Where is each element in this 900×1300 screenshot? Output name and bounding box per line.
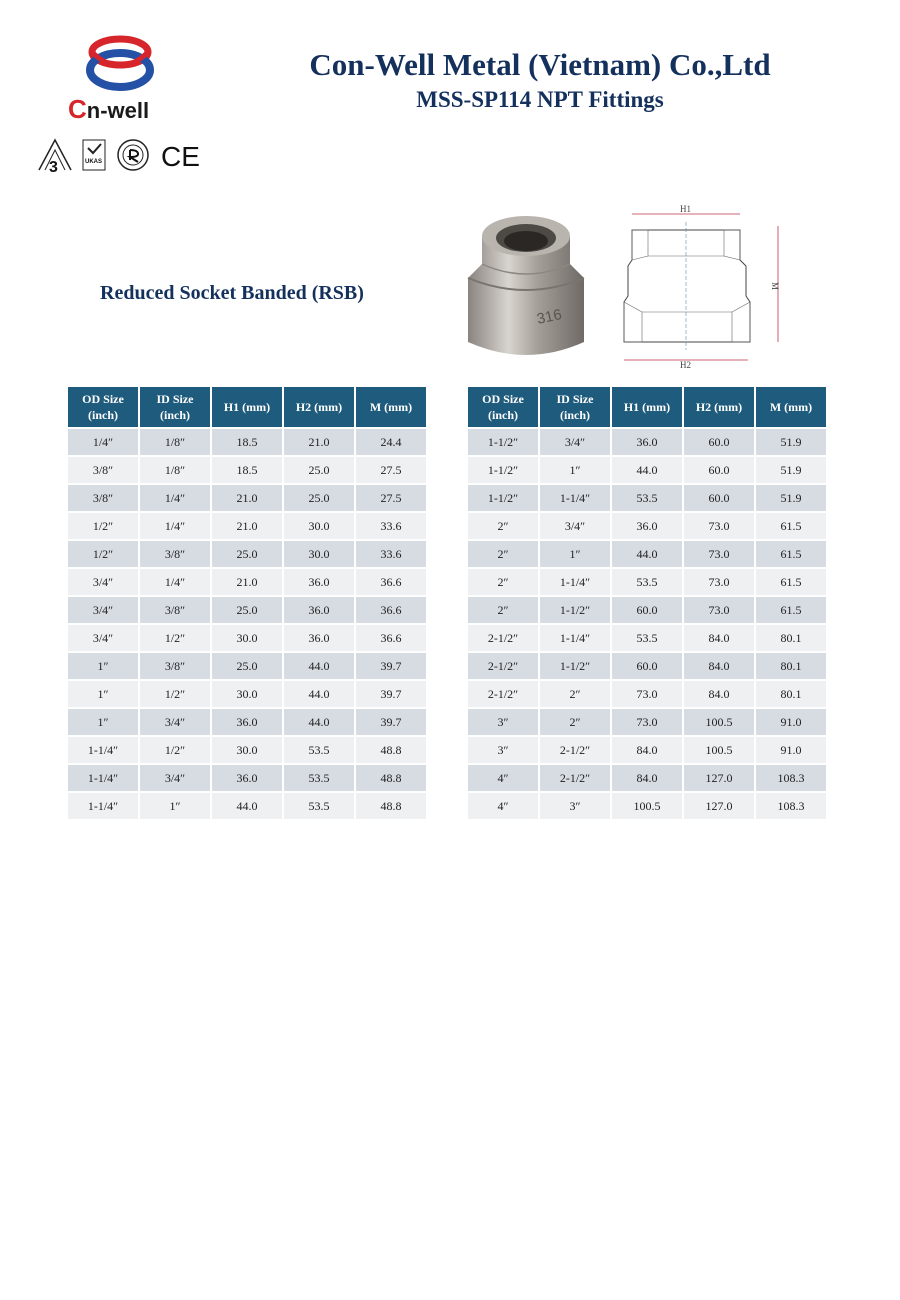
table-cell: 3/8″ [140,597,210,625]
table-cell: 1/8″ [140,429,210,457]
table-cell: 36.6 [356,625,426,653]
table-cell: 3/4″ [140,709,210,737]
table-cell: 21.0 [284,429,354,457]
table-cell: 27.5 [356,485,426,513]
table-cell: 1/2″ [68,541,138,569]
table-cell: 1-1/4″ [540,625,610,653]
table-cell: 2″ [540,681,610,709]
title-block [240,45,840,115]
col-id-size: ID Size (inch) [140,387,210,429]
table-cell: 30.0 [212,737,282,765]
col-m: M (mm) [356,387,426,429]
table-cell: 53.5 [612,569,682,597]
table-row [68,485,426,513]
table-row [468,765,826,793]
svg-text:UKAS: UKAS [85,159,103,165]
table-cell: 51.9 [756,485,826,513]
col-h2: H2 (mm) [684,387,754,429]
table-cell: 73.0 [612,709,682,737]
table-cell: 108.3 [756,793,826,821]
table-cell: 53.5 [284,793,354,821]
spec-table-right [466,387,828,821]
table-cell: 44.0 [284,653,354,681]
table-row [468,793,826,821]
table-cell: 73.0 [684,541,754,569]
ce-mark-icon [161,141,200,172]
table-cell: 84.0 [684,653,754,681]
col-m: M (mm) [756,387,826,429]
col-h1: H1 (mm) [212,387,282,429]
spec-table-left-body [68,429,426,821]
table-cell: 2″ [468,541,538,569]
product-photo [462,206,590,358]
table-cell: 73.0 [684,513,754,541]
qr-cert-icon [118,140,148,170]
col-od-size: OD Size (inch) [68,387,138,429]
table-cell: 48.8 [356,793,426,821]
company-title: Con-Well Metal (Vietnam) Co.,Ltd [309,47,771,82]
table-cell: 51.9 [756,457,826,485]
table-row [468,569,826,597]
table-cell: 53.5 [612,485,682,513]
svg-text:H2: H2 [680,360,691,370]
table-row [468,597,826,625]
table-cell: 73.0 [684,597,754,625]
table-row [68,569,426,597]
table-cell: 80.1 [756,625,826,653]
table-cell: 3/4″ [68,569,138,597]
table-cell: 4″ [468,793,538,821]
table-cell: 1″ [68,681,138,709]
col-h2: H2 (mm) [284,387,354,429]
table-row [468,429,826,457]
table-cell: 44.0 [284,709,354,737]
table-cell: 25.0 [212,653,282,681]
table-cell: 36.0 [612,513,682,541]
table-cell: 3/4″ [540,513,610,541]
table-cell: 1-1/2″ [540,653,610,681]
table-cell: 36.0 [284,625,354,653]
svg-text:CE: CE [161,141,200,172]
table-cell: 3/4″ [68,597,138,625]
table-cell: 84.0 [684,625,754,653]
table-cell: 1/4″ [68,429,138,457]
table-cell: 61.5 [756,569,826,597]
table-cell: 2″ [468,597,538,625]
table-cell: 1-1/2″ [468,429,538,457]
table-cell: 4″ [468,765,538,793]
table-cell: 44.0 [212,793,282,821]
table-cell: 108.3 [756,765,826,793]
table-cell: 1″ [68,653,138,681]
table-cell: 21.0 [212,513,282,541]
table-cell: 60.0 [684,457,754,485]
col-h1: H1 (mm) [612,387,682,429]
table-cell: 1-1/4″ [68,793,138,821]
table-cell: 39.7 [356,709,426,737]
table-header-row [68,387,426,429]
table-cell: 2-1/2″ [468,625,538,653]
table-cell: 21.0 [212,569,282,597]
table-cell: 60.0 [684,429,754,457]
table-row [68,457,426,485]
table-row [68,737,426,765]
table-cell: 1″ [140,793,210,821]
table-cell: 60.0 [612,653,682,681]
table-row [468,541,826,569]
table-cell: 18.5 [212,429,282,457]
table-cell: 1-1/4″ [540,569,610,597]
table-cell: 3/8″ [68,485,138,513]
table-row [468,457,826,485]
table-cell: 36.6 [356,597,426,625]
table-cell: 84.0 [612,737,682,765]
table-cell: 1-1/2″ [468,457,538,485]
table-cell: 33.6 [356,513,426,541]
table-cell: 25.0 [284,485,354,513]
product-title: Reduced Socket Banded (RSB) [100,282,364,304]
table-cell: 30.0 [284,541,354,569]
table-cell: 48.8 [356,737,426,765]
certification-marks [35,136,215,176]
table-cell: 127.0 [684,793,754,821]
table-cell: 1/4″ [140,569,210,597]
logo-wordmark: Cn-well [68,94,150,124]
table-cell: 2-1/2″ [540,737,610,765]
table-row [468,653,826,681]
table-cell: 60.0 [684,485,754,513]
table-cell: 36.0 [284,597,354,625]
table-cell: 3/4″ [140,765,210,793]
table-cell: 18.5 [212,457,282,485]
table-cell: 25.0 [284,457,354,485]
table-cell: 30.0 [212,625,282,653]
table-cell: 100.5 [684,709,754,737]
col-id-size: ID Size (inch) [540,387,610,429]
table-cell: 80.1 [756,653,826,681]
table-cell: 24.4 [356,429,426,457]
table-cell: 3″ [468,737,538,765]
col-od-size: OD Size (inch) [468,387,538,429]
table-cell: 1″ [540,541,610,569]
table-cell: 25.0 [212,541,282,569]
table-cell: 2-1/2″ [540,765,610,793]
table-row [68,541,426,569]
svg-text:316: 316 [535,306,564,328]
table-cell: 84.0 [612,765,682,793]
table-cell: 30.0 [212,681,282,709]
table-cell: 1/4″ [140,513,210,541]
table-cell: 1/2″ [68,513,138,541]
table-row [68,653,426,681]
table-cell: 2-1/2″ [468,681,538,709]
table-row [468,681,826,709]
table-cell: 21.0 [212,485,282,513]
table-cell: 3/8″ [140,541,210,569]
table-cell: 53.5 [612,625,682,653]
table-cell: 36.0 [284,569,354,597]
table-cell: 39.7 [356,653,426,681]
table-cell: 51.9 [756,429,826,457]
table-cell: 27.5 [356,457,426,485]
table-cell: 80.1 [756,681,826,709]
table-cell: 1/8″ [140,457,210,485]
table-row [68,709,426,737]
table-cell: 36.0 [212,709,282,737]
table-cell: 1-1/4″ [68,765,138,793]
table-cell: 36.6 [356,569,426,597]
table-row [468,513,826,541]
table-row [468,485,826,513]
table-cell: 91.0 [756,709,826,737]
table-cell: 44.0 [612,541,682,569]
table-row [68,793,426,821]
a3-cert-icon [39,140,71,176]
table-cell: 100.5 [612,793,682,821]
svg-text:H1: H1 [680,204,691,214]
table-cell: 48.8 [356,765,426,793]
table-cell: 44.0 [284,681,354,709]
table-row [68,681,426,709]
table-cell: 36.0 [612,429,682,457]
svg-text:M: M [770,282,780,291]
table-cell: 1/2″ [140,625,210,653]
table-cell: 3/4″ [540,429,610,457]
table-cell: 1-1/2″ [468,485,538,513]
table-cell: 3/8″ [140,653,210,681]
spec-table-right-body [468,429,826,821]
table-cell: 2″ [468,513,538,541]
technical-drawing [612,200,792,370]
ukas-cert-icon [83,140,105,170]
table-cell: 1/2″ [140,737,210,765]
spec-table-left [66,387,428,821]
table-row [68,765,426,793]
table-cell: 73.0 [612,681,682,709]
table-cell: 3″ [540,793,610,821]
table-row [468,625,826,653]
table-cell: 91.0 [756,737,826,765]
table-cell: 127.0 [684,765,754,793]
table-cell: 73.0 [684,569,754,597]
table-cell: 61.5 [756,513,826,541]
table-cell: 1/2″ [140,681,210,709]
table-cell: 1″ [540,457,610,485]
table-cell: 39.7 [356,681,426,709]
table-cell: 61.5 [756,597,826,625]
table-row [68,429,426,457]
table-cell: 60.0 [612,597,682,625]
table-row [68,625,426,653]
table-cell: 25.0 [212,597,282,625]
table-cell: 30.0 [284,513,354,541]
svg-text:3: 3 [49,159,58,176]
table-cell: 33.6 [356,541,426,569]
table-cell: 61.5 [756,541,826,569]
table-cell: 100.5 [684,737,754,765]
table-cell: 2″ [468,569,538,597]
table-cell: 3/8″ [68,457,138,485]
table-cell: 44.0 [612,457,682,485]
table-cell: 84.0 [684,681,754,709]
table-row [68,597,426,625]
table-cell: 53.5 [284,737,354,765]
table-row [68,513,426,541]
table-cell: 2-1/2″ [468,653,538,681]
table-header-row [468,387,826,429]
table-cell: 1-1/2″ [540,597,610,625]
table-cell: 1-1/4″ [540,485,610,513]
catalog-subtitle: MSS-SP114 NPT Fittings [416,87,664,112]
table-row [468,709,826,737]
table-cell: 1/4″ [140,485,210,513]
table-cell: 53.5 [284,765,354,793]
table-cell: 1-1/4″ [68,737,138,765]
table-row [468,737,826,765]
table-cell: 1″ [68,709,138,737]
table-cell: 3/4″ [68,625,138,653]
table-cell: 2″ [540,709,610,737]
table-cell: 3″ [468,709,538,737]
table-cell: 36.0 [212,765,282,793]
